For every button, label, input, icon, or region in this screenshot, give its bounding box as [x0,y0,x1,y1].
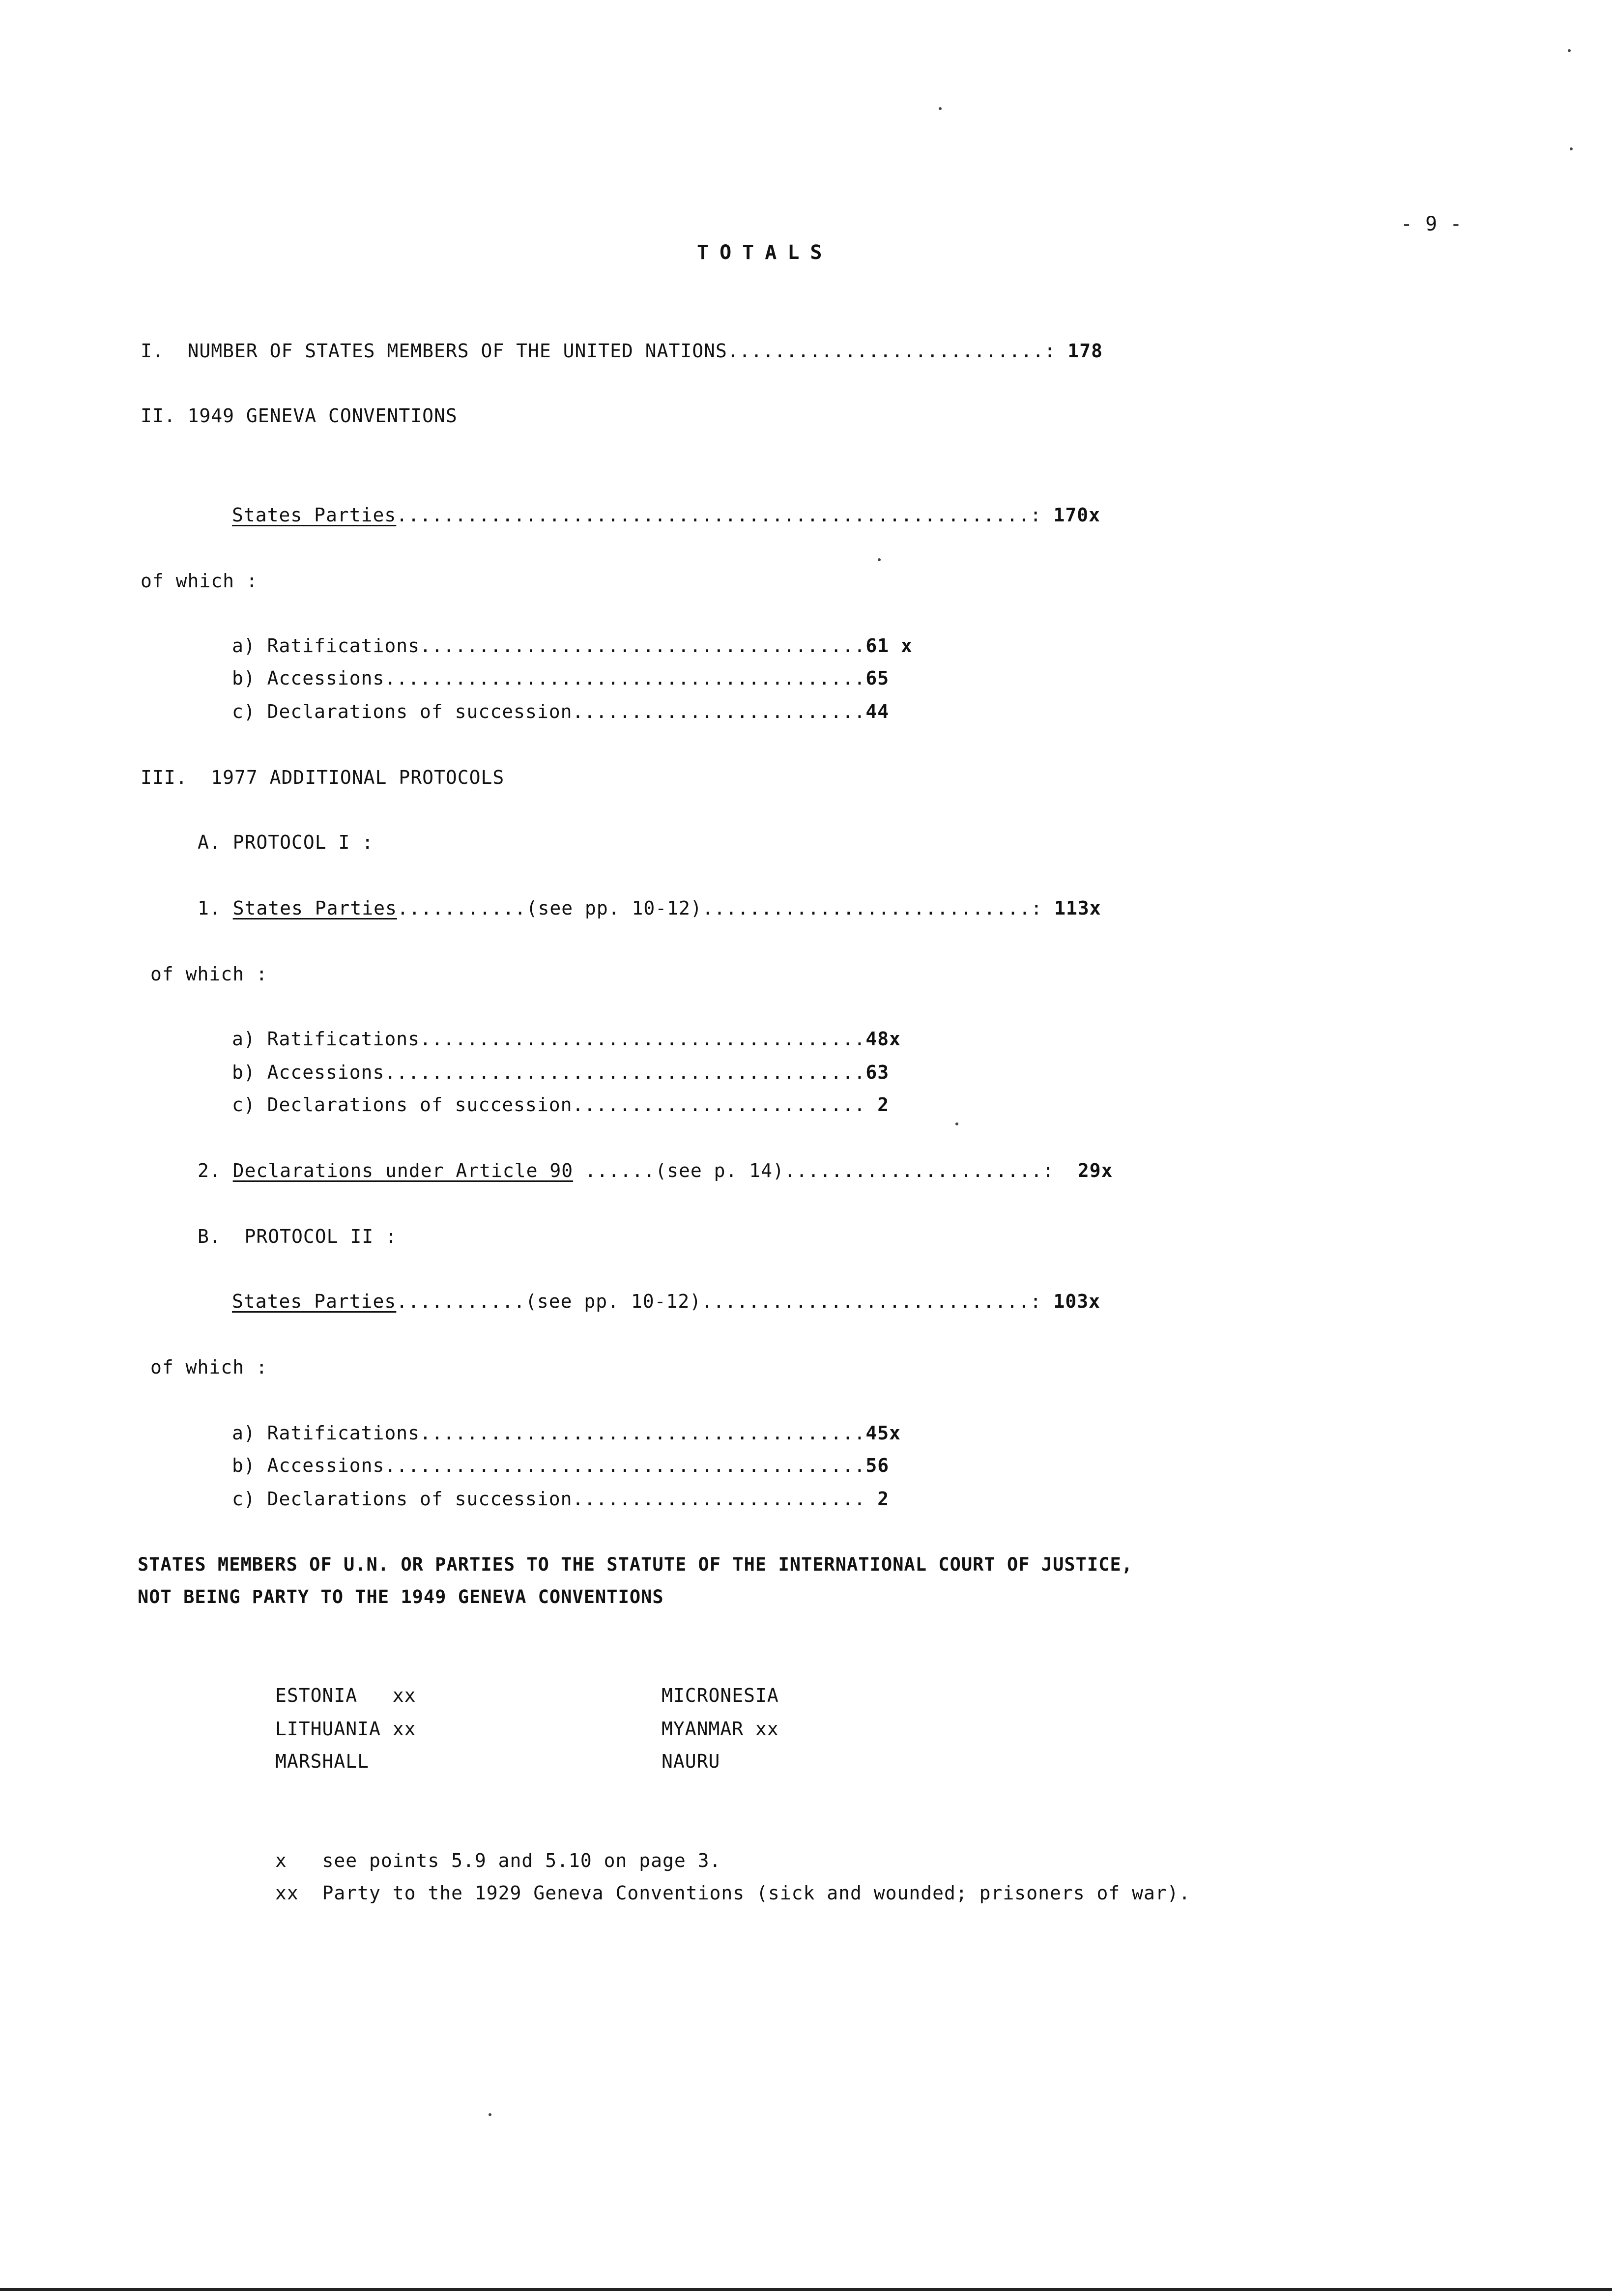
protocol-1-declarations [198,1159,1113,1182]
item-value: 63 [865,1062,890,1083]
footnote-xx: xx Party to the 1929 Geneva Conventions (sick and wounded; prisoners of war). [275,1882,1191,1904]
section-1-total: 178 [1067,340,1103,362]
non-party-heading-2: NOT BEING PARTY TO THE 1949 GENEVA CONVENTIONS [138,1586,664,1607]
non-party-col2-row2: MYANMAR xx [662,1718,779,1740]
item-value: 2 [877,1488,890,1510]
declarations-total: 29x [1077,1160,1113,1181]
item-text: c) Declarations of succession......................... [232,1094,878,1116]
scan-speck [1568,49,1571,52]
protocol-1-of-which: of which : [150,963,268,985]
section-2-item-b [232,666,889,690]
protocol-1-item-b [232,1061,889,1084]
item-value: 2 [877,1094,890,1116]
section-1-line [141,339,1103,363]
item-text: c) Declarations of succession......................... [232,1488,878,1510]
item-text: b) Accessions......................................... [232,1455,866,1476]
scan-speck [955,1122,958,1125]
section-2-states-parties [232,503,1100,527]
protocol-2-heading: B. PROTOCOL II : [198,1226,397,1247]
states-parties-total: 170x [1053,504,1100,526]
scan-speck [1570,147,1573,150]
footnote-x: x see points 5.9 and 5.10 on page 3. [275,1850,721,1871]
states-parties-label: States Parties [232,504,397,526]
protocol-2-item-a [232,1421,901,1445]
declarations-label: Declarations under Article 90 [232,1160,574,1181]
non-party-col2-row1: MICRONESIA [662,1685,779,1706]
item-text: b) Accessions......................................... [232,1062,866,1083]
states-parties-leader: ......................................................: [396,504,1042,526]
scan-speck [489,2113,491,2116]
protocol-2-states-parties [232,1290,1100,1313]
states-parties-label: States Parties [232,897,397,919]
protocol-1-states-parties [198,896,1101,920]
non-party-col2-row3: NAURU [662,1751,720,1772]
non-party-col1-row2: LITHUANIA xx [275,1718,416,1740]
page-title: TOTALS [697,241,833,264]
states-parties-label: States Parties [232,1291,397,1312]
page-number: - 9 - [1401,213,1463,235]
prefix: 2. [198,1160,233,1181]
item-text: b) Accessions......................................... [232,667,866,689]
item-text: a) Ratifications...................................... [232,1028,866,1050]
item-value: 48x [865,1028,901,1050]
scan-speck [939,107,942,110]
protocol-1-item-c [232,1093,889,1117]
protocol-1-item-a [232,1027,901,1051]
item-value: 45x [865,1422,901,1444]
non-party-col1-row1: ESTONIA xx [275,1685,416,1706]
item-value: 65 [865,667,890,689]
states-parties-leader: ...........(see pp. 10-12)............................: [396,1291,1042,1312]
section-2-heading: II. 1949 GENEVA CONVENTIONS [141,405,458,427]
section-2-item-c [232,700,889,723]
states-parties-total: 113x [1054,897,1101,919]
item-text: c) Declarations of succession......................... [232,701,866,722]
declarations-leader: ......(see p. 14)......................: [573,1160,1055,1181]
item-value: 56 [865,1455,890,1476]
scan-speck [878,558,881,561]
item-value: 44 [865,701,890,722]
non-party-col1-row3: MARSHALL [275,1751,370,1772]
protocol-1-heading: A. PROTOCOL I : [198,832,374,853]
non-party-heading-1: STATES MEMBERS OF U.N. OR PARTIES TO THE STATUTE OF THE INTERNATIONAL COURT OF JUSTICE, [138,1554,1133,1575]
states-parties-leader: ...........(see pp. 10-12)............................: [397,897,1043,919]
prefix: 1. [198,897,233,919]
bottom-edge-rule [0,2288,1612,2291]
protocol-2-item-c [232,1487,889,1511]
item-text: a) Ratifications...................................... [232,1422,866,1444]
protocol-2-item-b [232,1454,889,1477]
item-value: 61 x [865,635,913,657]
item-text: a) Ratifications...................................... [232,635,866,657]
states-parties-total: 103x [1053,1291,1100,1312]
protocol-2-of-which: of which : [150,1356,268,1378]
section-2-item-a [232,634,913,658]
section-2-of-which: of which : [141,570,258,592]
section-3-heading: III. 1977 ADDITIONAL PROTOCOLS [141,767,505,788]
section-1-text: I. NUMBER OF STATES MEMBERS OF THE UNITED NATIONS...........................: [141,340,1056,362]
